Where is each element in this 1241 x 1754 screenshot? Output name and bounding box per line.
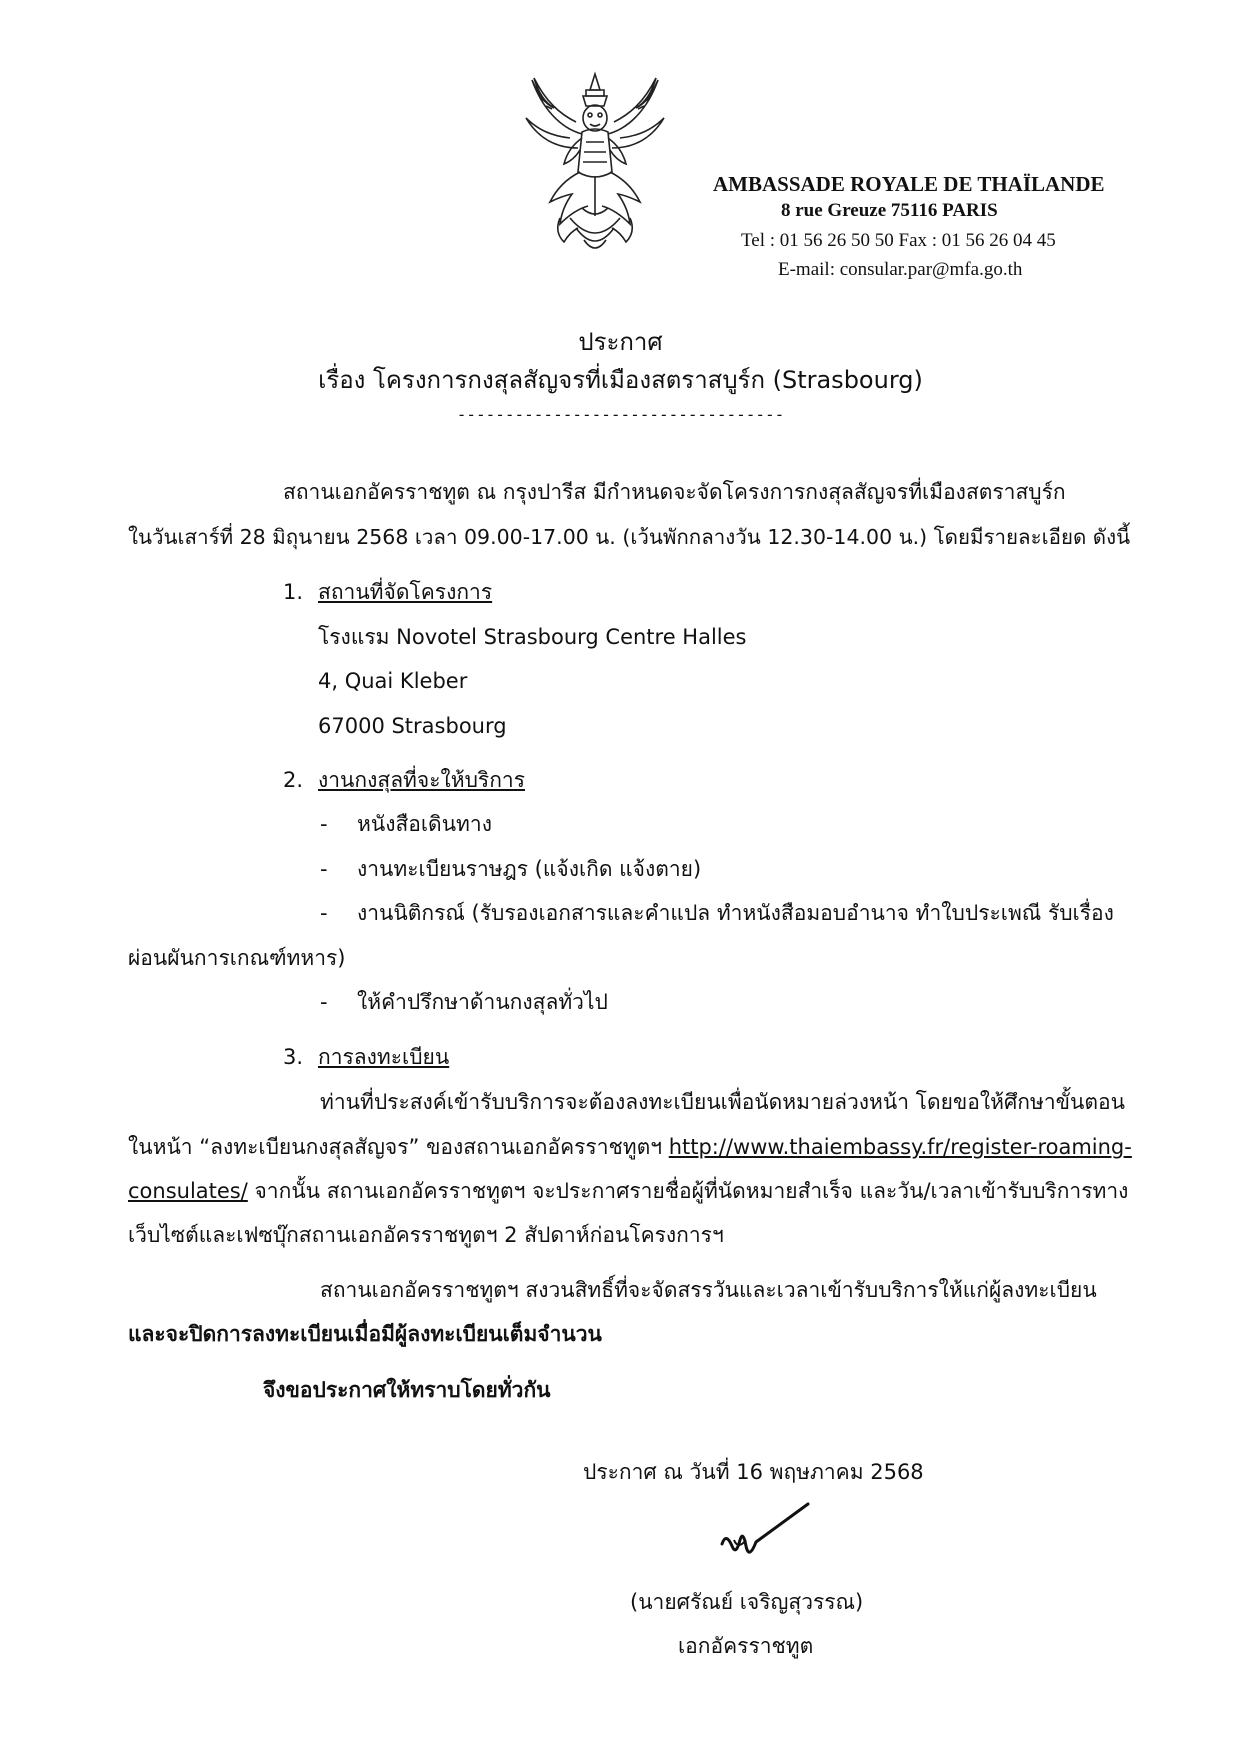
section2-number: 2. [283, 768, 304, 792]
embassy-name: AMBASSADE ROYALE DE THAÏLANDE [713, 172, 1105, 196]
list-item: หนังสือเดินทาง [357, 812, 492, 836]
announcement-heading: ประกาศ [578, 328, 663, 356]
list-bullet: - [320, 990, 328, 1014]
venue-street: 4, Quai Kleber [318, 669, 468, 693]
rights-line-2: และจะปิดการลงทะเบียนเมื่อมีผู้ลงทะเบียนเต็มจำนวน [128, 1322, 602, 1346]
venue-city: 67000 Strasbourg [318, 714, 507, 738]
registration-line-1: ท่านที่ประสงค์เข้ารับบริการจะต้องลงทะเบียนเพื่อนัดหมายล่วงหน้า โดยขอให้ศึกษาขั้นตอน [320, 1090, 1125, 1114]
list-bullet: - [320, 857, 328, 881]
intro-line-2: ในวันเสาร์ที่ 28 มิถุนายน 2568 เวลา 09.00-17.00 น. (เว้นพักกลางวัน 12.30-14.00 น.) โดยมีรายละเอียด ดังนี้ [128, 525, 1131, 549]
embassy-address: 8 rue Greuze 75116 PARIS [781, 200, 998, 221]
list-item: งานทะเบียนราษฎร (แจ้งเกิด แจ้งตาย) [357, 857, 702, 881]
signatory-name: (นายศรัณย์ เจริญสุวรรณ) [630, 1590, 864, 1614]
venue-name: โรงแรม Novotel Strasbourg Centre Halles [318, 625, 747, 649]
title-divider: ---------------------------------- [456, 405, 785, 424]
embassy-email: E-mail: consular.par@mfa.go.th [778, 259, 1023, 280]
list-item: ให้คำปรึกษาด้านกงสุลทั่วไป [357, 990, 608, 1014]
closing-statement: จึงขอประกาศให้ทราบโดยทั่วกัน [263, 1378, 551, 1402]
list-item-continuation: ผ่อนผันการเกณฑ์ทหาร) [128, 946, 346, 970]
garuda-emblem-icon [520, 68, 670, 263]
registration-line-2 [128, 1133, 1132, 1161]
list-bullet: - [320, 901, 328, 925]
registration-link-continued[interactable]: consulates/ [128, 1179, 248, 1203]
registration-text: ในหน้า “ลงทะเบียนกงสุลสัญจร” ของสถานเอกอัครราชทูตฯ [128, 1135, 669, 1159]
embassy-phone-fax: Tel : 01 56 26 50 50 Fax : 01 56 26 04 45 [741, 230, 1056, 251]
section1-number: 1. [283, 580, 304, 604]
section2-heading: งานกงสุลที่จะให้บริการ [318, 768, 525, 792]
signature-icon [716, 1500, 816, 1570]
registration-link[interactable]: http://www.thaiembassy.fr/register-roaming- [668, 1135, 1132, 1159]
announcement-date: ประกาศ ณ วันที่ 16 พฤษภาคม 2568 [583, 1460, 924, 1484]
section3-heading: การลงทะเบียน [318, 1045, 450, 1069]
intro-line-1: สถานเอกอัครราชทูต ณ กรุงปารีส มีกำหนดจะจัดโครงการกงสุลสัญจรที่เมืองสตราสบูร์ก [283, 480, 1066, 504]
registration-line-4: เว็บไซต์และเฟซบุ๊กสถานเอกอัครราชทูตฯ 2 สัปดาห์ก่อนโครงการฯ [128, 1223, 724, 1247]
section3-number: 3. [283, 1045, 304, 1069]
announcement-subject: เรื่อง โครงการกงสุลสัญจรที่เมืองสตราสบูร์ก (Strasbourg) [318, 366, 923, 394]
signatory-position: เอกอัครราชทูต [678, 1634, 814, 1658]
list-bullet: - [320, 812, 328, 836]
registration-text: จากนั้น สถานเอกอัครราชทูตฯ จะประกาศรายชื่อผู้ที่นัดหมายสำเร็จ และวัน/เวลาเข้ารับบริการทาง [247, 1179, 1129, 1203]
section1-heading: สถานที่จัดโครงการ [318, 580, 493, 604]
rights-line-1: สถานเอกอัครราชทูตฯ สงวนสิทธิ์ที่จะจัดสรรวันและเวลาเข้ารับบริการให้แก่ผู้ลงทะเบียน [320, 1278, 1097, 1302]
list-item: งานนิติกรณ์ (รับรองเอกสารและคำแปล ทำหนังสือมอบอำนาจ ทำใบประเพณี รับเรื่อง [357, 901, 1114, 925]
registration-line-3 [128, 1177, 1128, 1205]
